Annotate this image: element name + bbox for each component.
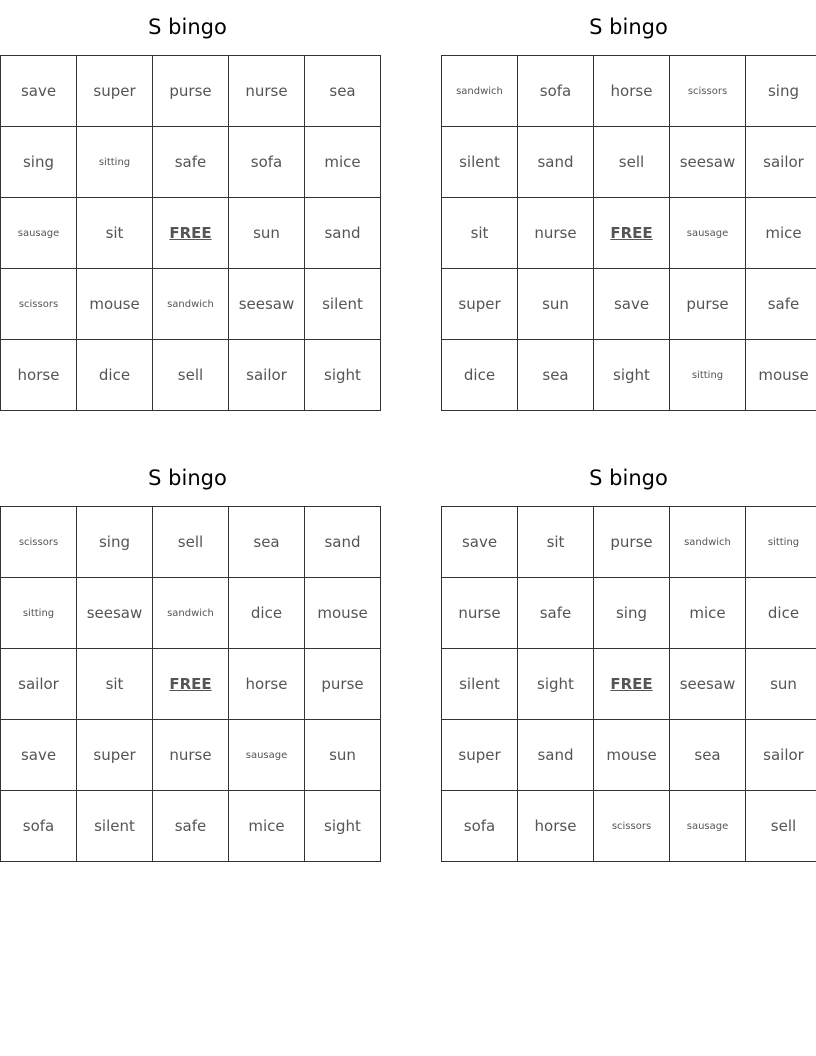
bingo-cell: nurse [229, 56, 305, 127]
bingo-cell: sell [746, 791, 816, 862]
bingo-cell: sausage [670, 198, 746, 269]
bingo-cell: silent [442, 649, 518, 720]
bingo-cell: mice [670, 578, 746, 649]
bingo-grid [441, 55, 816, 411]
bingo-cell: sea [670, 720, 746, 791]
card-title: S bingo [148, 466, 227, 490]
bingo-cell: mice [229, 791, 305, 862]
bingo-cell: sell [153, 340, 229, 411]
bingo-cell: mouse [746, 340, 816, 411]
bingo-cell: sand [518, 720, 594, 791]
bingo-grid [0, 55, 381, 411]
bingo-cell: scissors [1, 507, 77, 578]
bingo-cell: safe [518, 578, 594, 649]
bingo-cell: sand [518, 127, 594, 198]
bingo-cell: horse [1, 340, 77, 411]
bingo-cell: sitting [746, 507, 816, 578]
bingo-cell: sitting [670, 340, 746, 411]
bingo-cell: sell [153, 507, 229, 578]
bingo-cell: save [594, 269, 670, 340]
bingo-cell: sitting [1, 578, 77, 649]
bingo-cell: sand [305, 507, 381, 578]
bingo-cell: sailor [746, 127, 816, 198]
bingo-cell: sun [305, 720, 381, 791]
bingo-cell: sit [77, 198, 153, 269]
bingo-cell: sing [77, 507, 153, 578]
bingo-cell: sofa [442, 791, 518, 862]
bingo-cell: sofa [518, 56, 594, 127]
bingo-cell: nurse [153, 720, 229, 791]
bingo-cell: sun [518, 269, 594, 340]
bingo-cell: sandwich [153, 578, 229, 649]
bingo-grid [441, 506, 816, 862]
bingo-cell: dice [442, 340, 518, 411]
bingo-cell: seesaw [670, 127, 746, 198]
bingo-cell: purse [594, 507, 670, 578]
bingo-cell: safe [153, 127, 229, 198]
bingo-cell: sight [518, 649, 594, 720]
bingo-cell: sandwich [442, 56, 518, 127]
bingo-cell: scissors [594, 791, 670, 862]
free-space: FREE [153, 649, 229, 720]
bingo-cell: sea [229, 507, 305, 578]
card-title: S bingo [589, 15, 668, 39]
bingo-cell: purse [670, 269, 746, 340]
bingo-cell: sing [594, 578, 670, 649]
bingo-cell: sight [305, 791, 381, 862]
bingo-cell: dice [746, 578, 816, 649]
bingo-cell: sandwich [670, 507, 746, 578]
bingo-cell: purse [153, 56, 229, 127]
bingo-cell: sit [518, 507, 594, 578]
bingo-cell: safe [746, 269, 816, 340]
bingo-cell: sailor [746, 720, 816, 791]
card-title: S bingo [589, 466, 668, 490]
bingo-cell: sofa [1, 791, 77, 862]
free-space: FREE [153, 198, 229, 269]
bingo-cell: sailor [229, 340, 305, 411]
bingo-cell: nurse [518, 198, 594, 269]
bingo-cell: seesaw [77, 578, 153, 649]
bingo-cell: sausage [229, 720, 305, 791]
bingo-cell: sight [594, 340, 670, 411]
bingo-cell: horse [594, 56, 670, 127]
free-space: FREE [594, 649, 670, 720]
bingo-cell: sun [746, 649, 816, 720]
bingo-cell: sea [305, 56, 381, 127]
bingo-cell: sausage [1, 198, 77, 269]
bingo-cell: sit [77, 649, 153, 720]
bingo-cell: horse [229, 649, 305, 720]
bingo-cell: scissors [1, 269, 77, 340]
bingo-cell: mouse [305, 578, 381, 649]
bingo-cell: sun [229, 198, 305, 269]
bingo-cell: horse [518, 791, 594, 862]
bingo-cell: sight [305, 340, 381, 411]
bingo-cell: scissors [670, 56, 746, 127]
bingo-cell: mouse [594, 720, 670, 791]
bingo-cell: purse [305, 649, 381, 720]
bingo-cell: sea [518, 340, 594, 411]
bingo-cell: super [77, 56, 153, 127]
free-space: FREE [594, 198, 670, 269]
bingo-cell: sandwich [153, 269, 229, 340]
bingo-cell: mice [305, 127, 381, 198]
bingo-cell: seesaw [229, 269, 305, 340]
bingo-cell: sell [594, 127, 670, 198]
bingo-cell: super [442, 269, 518, 340]
bingo-cell: silent [77, 791, 153, 862]
bingo-cell: sit [442, 198, 518, 269]
bingo-cell: dice [229, 578, 305, 649]
bingo-cell: mice [746, 198, 816, 269]
bingo-cell: safe [153, 791, 229, 862]
bingo-cell: save [1, 56, 77, 127]
bingo-cell: seesaw [670, 649, 746, 720]
bingo-cell: save [442, 507, 518, 578]
bingo-cell: save [1, 720, 77, 791]
bingo-cell: sailor [1, 649, 77, 720]
bingo-cell: nurse [442, 578, 518, 649]
bingo-cell: silent [305, 269, 381, 340]
bingo-cell: sing [746, 56, 816, 127]
bingo-cell: sausage [670, 791, 746, 862]
card-title: S bingo [148, 15, 227, 39]
bingo-cell: sing [1, 127, 77, 198]
bingo-cell: mouse [77, 269, 153, 340]
bingo-cell: super [77, 720, 153, 791]
bingo-cell: silent [442, 127, 518, 198]
bingo-cell: sand [305, 198, 381, 269]
bingo-cell: sofa [229, 127, 305, 198]
bingo-grid [0, 506, 381, 862]
bingo-cell: super [442, 720, 518, 791]
bingo-cell: sitting [77, 127, 153, 198]
bingo-cell: dice [77, 340, 153, 411]
